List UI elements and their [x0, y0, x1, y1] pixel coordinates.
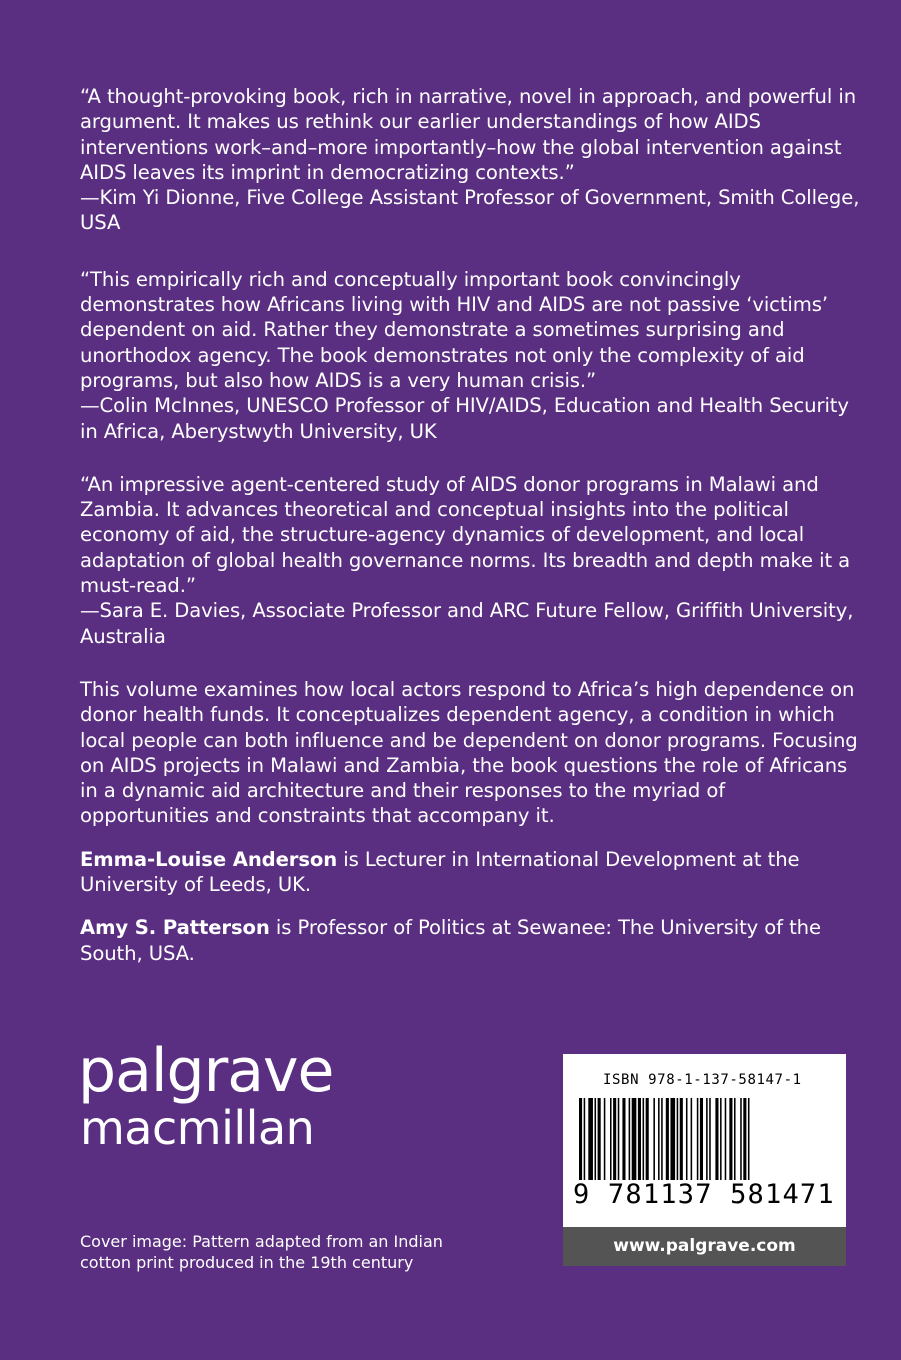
barcode-digits: 9 781137 581471 — [573, 1179, 835, 1210]
endorsement-quote-1 — [80, 84, 860, 236]
author-bio-text: is Professor of Politics at Sewanee: The University of the South, USA. — [80, 916, 821, 965]
author-name: Emma-Louise Anderson — [80, 847, 338, 871]
quote-text: “A thought-provoking book, rich in narrative, novel in approach, and powerful in argument. It makes us rethink our earlier understandings of how AIDS interventions work–and–more importantly–how the global intervention against AIDS leaves its imprint in democratizing contexts.” — [80, 85, 857, 184]
quote-text: “This empirically rich and conceptually important book convincingly demonstrates how Africans living with HIV and AIDS are not passive ‘victims’ dependent on aid. Rather they demonstrate a sometimes surprising and unorthodox agency. The book demonstrates not only the complexity of aid programs, but also how AIDS is a very human crisis.” — [80, 267, 828, 392]
publisher-logo — [78, 1036, 334, 1155]
isbn-label: ISBN 978-1-137-58147-1 — [603, 1072, 802, 1088]
publisher-logo-line1: palgrave — [78, 1036, 334, 1106]
endorsement-quote-2 — [80, 267, 860, 444]
author-bio-1 — [80, 847, 860, 898]
back-cover-copy — [80, 84, 860, 984]
quote-text: “An impressive agent-centered study of AIDS donor programs in Malawi and Zambia. It advances theoretical and conceptual insights into the political economy of aid, the structure-agency dynamics of development, and local adaptation of global health governance norms. Its breadth and depth make it a must-read.” — [80, 472, 851, 598]
quote-attribution: —Sara E. Davies, Associate Professor and ARC Future Fellow, Griffith University, Australia — [80, 599, 854, 648]
publisher-website: www.palgrave.com — [563, 1227, 846, 1266]
cover-image-credit: Cover image: Pattern adapted from an Indian cotton print produced in the 19th century — [80, 1232, 443, 1272]
publisher-logo-line2: macmillan — [80, 1101, 315, 1155]
isbn-barcode-panel — [563, 1054, 846, 1266]
book-description: This volume examines how local actors respond to Africa’s high dependence on donor health funds. It conceptualizes dependent agency, a condition in which local people can both influence and be dependent on donor programs. Focusing on AIDS projects in Malawi and Zambia, the book questions the role of Africans in a dynamic aid architecture and their responses to the myriad of opportunities and constraints that accompany it. — [80, 677, 858, 828]
author-bio-text: is Lecturer in International Development at the University of Leeds, UK. — [80, 847, 800, 897]
quote-attribution: —Colin McInnes, UNESCO Professor of HIV/AIDS, Education and Health Security in Africa, Aberystwyth University, UK — [80, 394, 849, 443]
barcode-icon — [577, 1098, 832, 1180]
endorsement-quote-3 — [80, 472, 860, 649]
author-name: Amy S. Patterson — [80, 916, 270, 940]
quote-attribution: —Kim Yi Dionne, Five College Assistant Professor of Government, Smith College, USA — [80, 186, 860, 235]
author-bio-2 — [80, 915, 860, 966]
